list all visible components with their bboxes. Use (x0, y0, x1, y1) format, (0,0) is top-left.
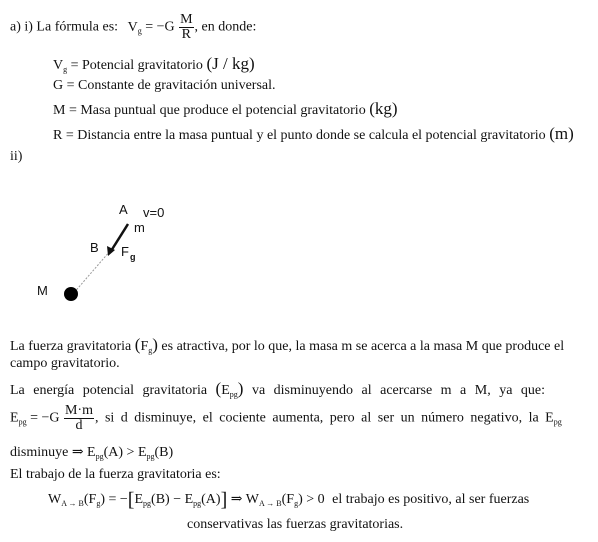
paragraph-work-formula (48, 489, 530, 511)
definition-unit: (m) (549, 124, 574, 143)
text-segment: es atractiva, por lo que, la masa m se acerca a la masa M que produce el (161, 339, 565, 354)
paragraph-force (10, 335, 564, 355)
definition-text: = Distancia entre la masa puntual y el punto donde se calcula el potencial gravitatorio (65, 128, 546, 143)
definition-unit: (kg) (369, 99, 398, 118)
formula-numerator: M (180, 12, 193, 27)
mass-m-dot (64, 287, 78, 301)
paren-close: ) (237, 379, 244, 398)
text-segment: (F (83, 492, 97, 507)
force-symbol: F (140, 339, 149, 354)
text-segment: va disminuyendo al acercarse m a M, ya que: (251, 383, 546, 398)
text-segment: (A) (201, 492, 221, 507)
force-subscript: g (294, 499, 299, 508)
paren-open: ( (215, 379, 222, 398)
definition-symbol: R (53, 128, 63, 143)
paragraph-conservative: conservativas las fuerzas gravitatorias. (187, 517, 404, 532)
work-symbol: W (48, 492, 62, 507)
energy-subscript: pg (95, 452, 104, 461)
definition-text: = Masa puntual que produce el potencial gravitatorio (68, 103, 366, 118)
label-b: B (90, 240, 99, 255)
paragraph-energy-formula (10, 404, 562, 433)
text-segment: ) > 0 (298, 492, 325, 507)
label-small-m: m (134, 220, 145, 235)
energy-subscript: pg (18, 417, 27, 427)
text-segment: La energía potencial gravitatoria (10, 383, 208, 398)
energy-fraction (64, 404, 94, 433)
paragraph-energy (10, 379, 545, 399)
intro-text: a) i) La fórmula es: (10, 19, 119, 35)
energy-symbol: E (10, 410, 19, 426)
energy-symbol: E (134, 492, 144, 507)
formula-equals: = −G (145, 19, 175, 35)
potential-subscript: g (137, 26, 142, 36)
label-big-m: M (37, 283, 48, 298)
bracket-open: [ (127, 489, 135, 511)
definition-text: = Constante de gravitación universal. (66, 78, 276, 93)
text-segment: (A) > E (103, 445, 147, 460)
text-segment: ⇒ W (230, 492, 259, 507)
text-segment: ) = − (100, 492, 128, 507)
bracket-close: ] (220, 489, 228, 511)
energy-denominator: d (64, 418, 94, 433)
formula-tail: , en donde: (194, 19, 257, 35)
text-segment: (B) − E (151, 492, 194, 507)
text-segment: = −G (30, 410, 60, 426)
definition-subscript: g (63, 65, 68, 74)
text-segment: disminuye ⇒ E (10, 445, 96, 460)
definition-symbol: M (53, 103, 66, 118)
formula-denominator: R (179, 27, 193, 42)
label-a: A (119, 202, 128, 217)
energy-subscript: pg (553, 417, 562, 427)
definition-unit: (J / kg) (206, 54, 255, 73)
paragraph-force-cont: campo gravitatorio. (10, 356, 120, 371)
energy-subscript: pg (146, 452, 155, 461)
work-subscript: A → B (61, 499, 84, 508)
force-subscript: g (96, 499, 101, 508)
force-subscript: g (148, 346, 153, 355)
definition-text: = Potencial gravitatorio (70, 58, 203, 73)
text-segment: el trabajo es positivo, al ser fuerzas (332, 492, 530, 507)
paren-close: ) (152, 335, 158, 354)
definition-symbol: V (53, 58, 64, 73)
energy-subscript: pg (143, 499, 152, 508)
definition-symbol: G (53, 78, 64, 93)
text-segment: (B) (154, 445, 174, 460)
label-force: F (121, 244, 129, 259)
label-velocity: v=0 (143, 205, 165, 220)
label-force-subscript: g (130, 252, 136, 262)
energy-numerator: M·m (64, 403, 93, 418)
potential-symbol: V (127, 19, 138, 35)
energy-subscript: pg (229, 390, 238, 399)
paragraph-decrease (10, 444, 173, 461)
text-segment: (F (281, 492, 295, 507)
text-segment: , si d disminuye, el cociente aumenta, pero al ser un número negativo, la E (94, 410, 554, 426)
text-segment: La fuerza gravitatoria (10, 339, 132, 354)
work-subscript: A → B (258, 499, 282, 508)
energy-subscript: pg (193, 499, 202, 508)
part-ii-label: ii) (10, 149, 23, 164)
paren-open: ( (134, 335, 141, 354)
energy-symbol: E (221, 383, 230, 398)
paragraph-work-intro: El trabajo de la fuerza gravitatoria es: (10, 467, 221, 482)
